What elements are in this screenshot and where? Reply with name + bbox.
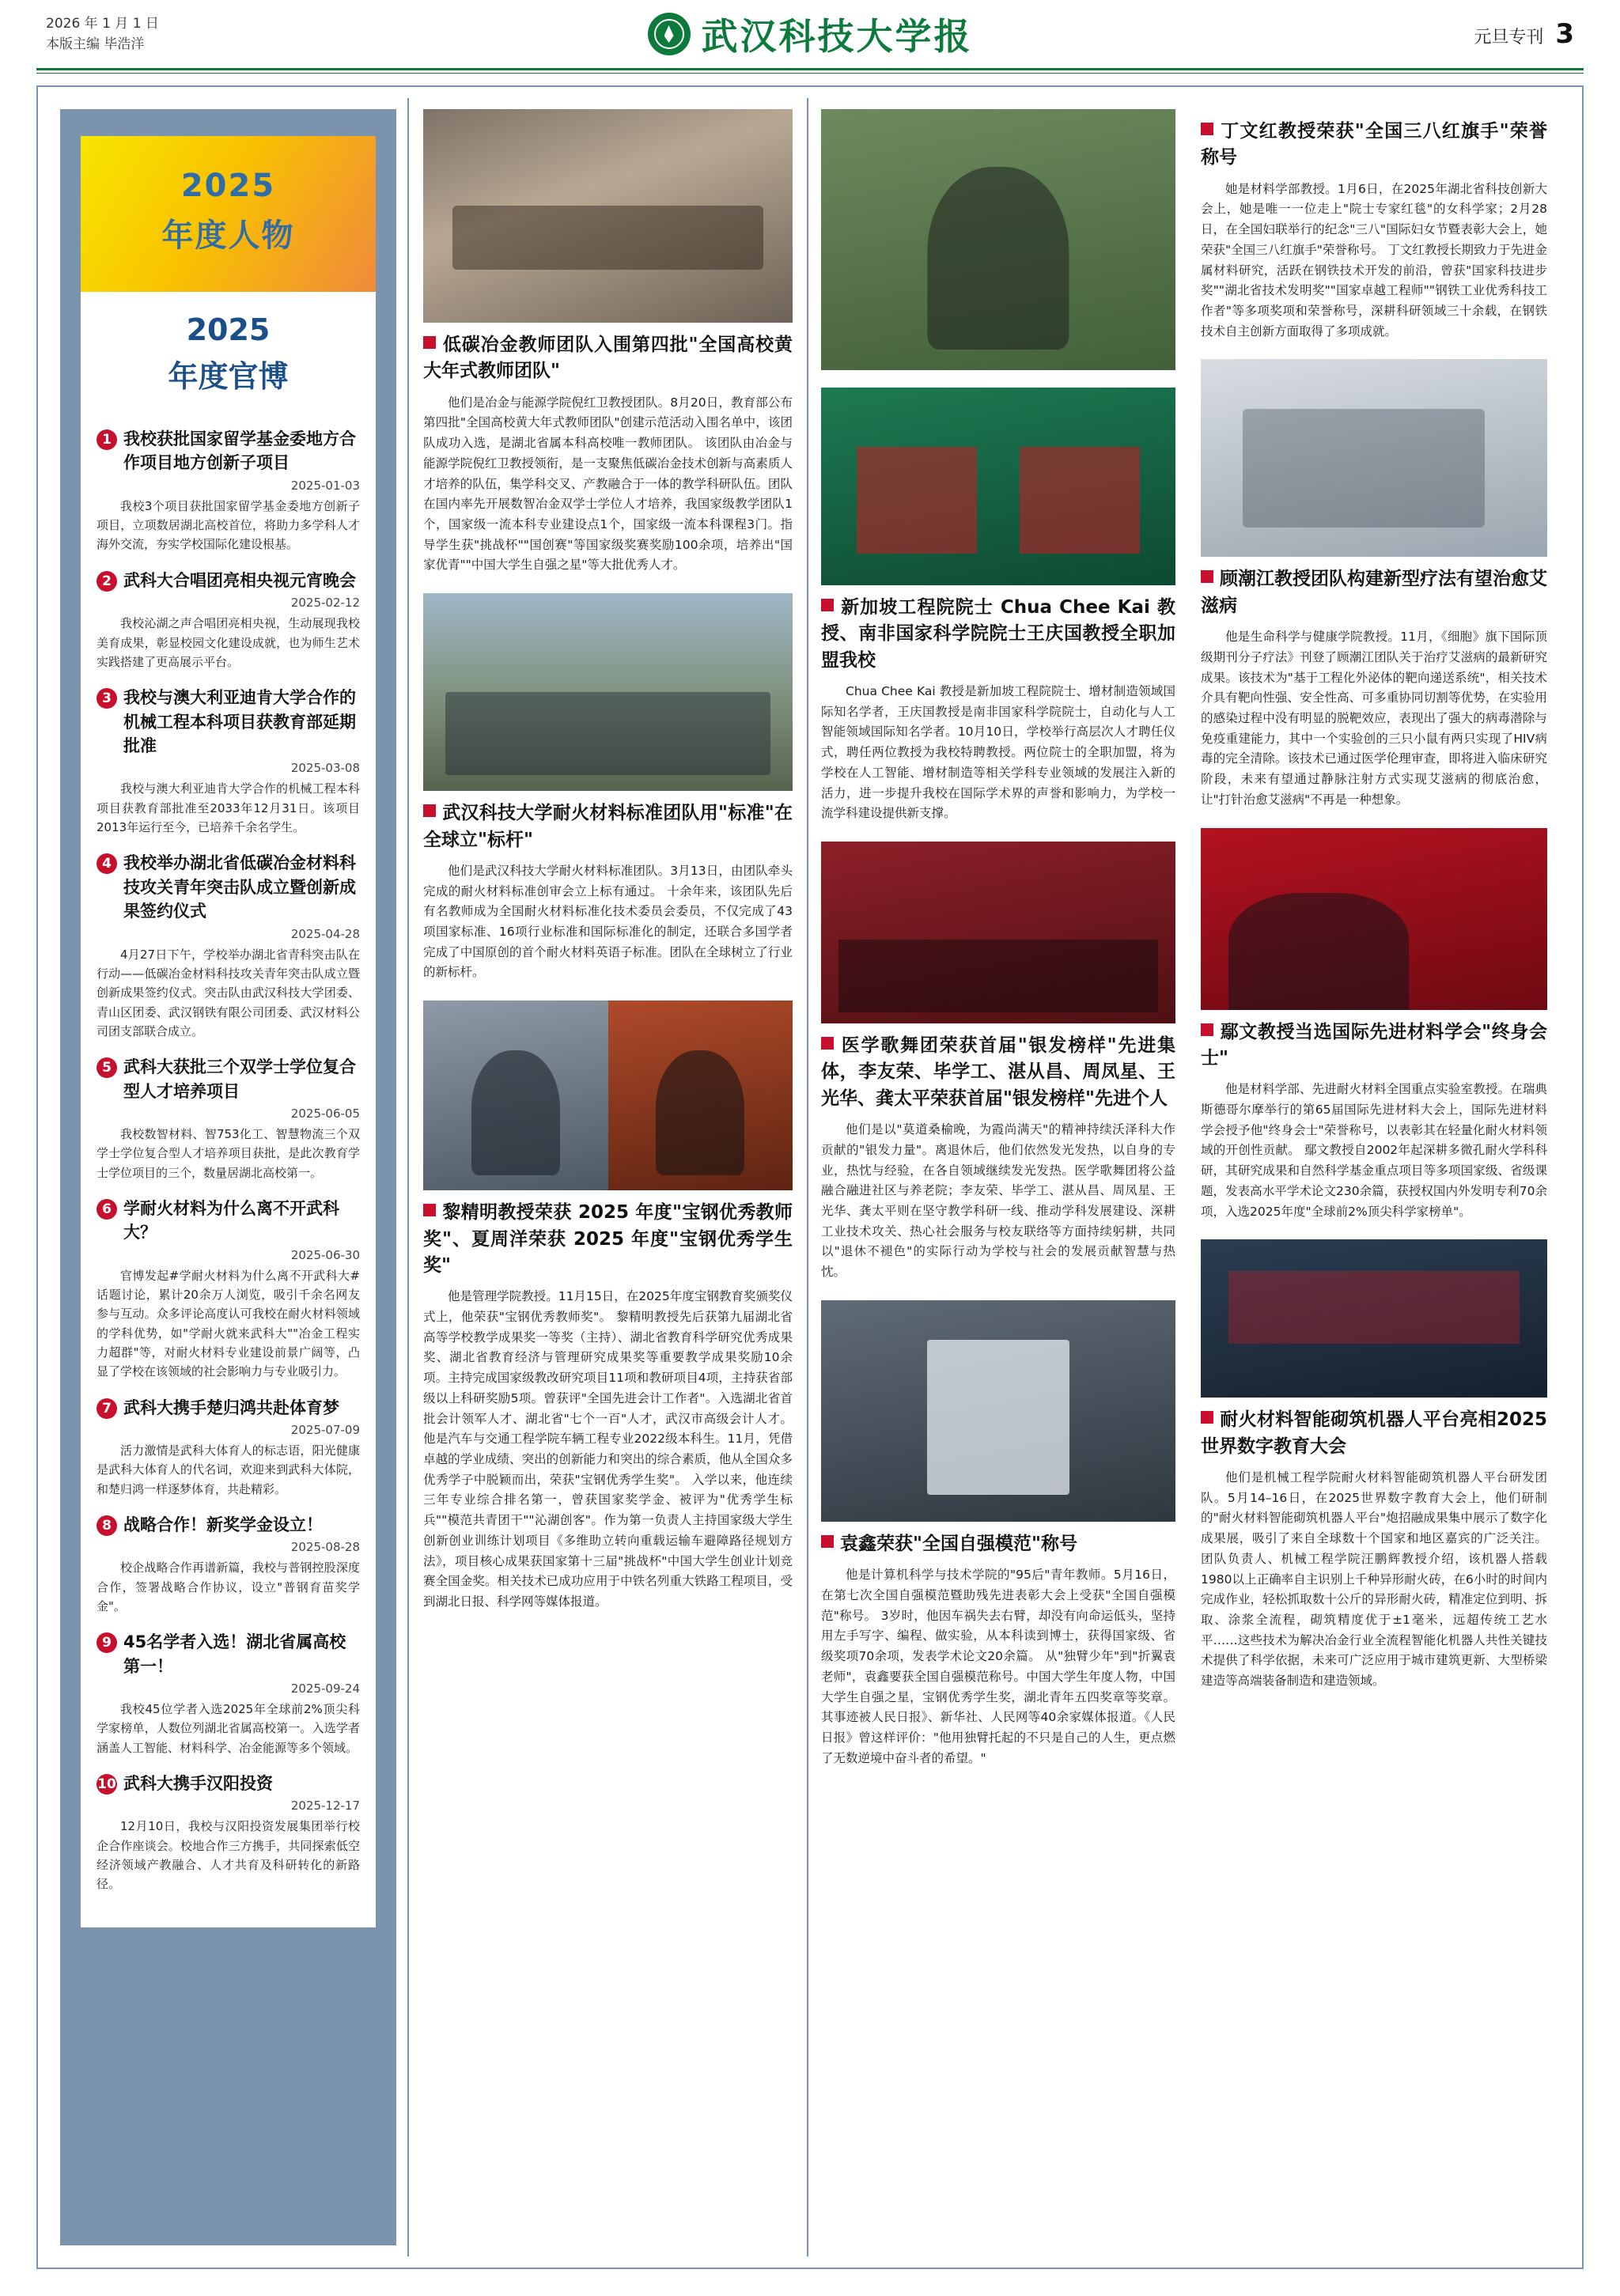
bullet-square-icon (1201, 570, 1213, 583)
item-number: 10 (97, 1774, 117, 1795)
item-number: 8 (97, 1515, 117, 1536)
item-number: 7 (97, 1398, 117, 1419)
item-number: 9 (97, 1632, 117, 1653)
masthead (0, 0, 1620, 68)
item-title: 武科大合唱团亮相央视元宵晚会 (123, 570, 356, 590)
article-robot-platform (1201, 1407, 1547, 1692)
photo-gu-chaojiang-lab (1201, 359, 1547, 557)
item-body: 我校3个项目获批国家留学基金委地方创新子项目，立项数居湖北高校首位，将助力多学科人才海外交流，夯实学校国际化建设根基。 (97, 498, 360, 552)
item-title: 武科大携手楚归鸿共赴体育梦 (123, 1398, 339, 1417)
article-low-carbon (423, 332, 793, 576)
article-body: 他们是冶金与能源学院倪红卫教授团队。8月20日，教育部公布第四批"全国高校黄大年式教师团队"创建示范活动入围名单中，该团队成功入选，是湖北省属本科高校唯一教师团队。 该团队由冶金与能源学院倪红卫教授领衔，是一支聚焦低碳冶金技术创新与高素质人才培养的队伍，集学科交叉、产教融合于一体的教学科研队伍。团队在国内率先开展数智冶金双学士学位人才培养，我国家级教学团队1个，国家级一流本科专业建设点1个，国家级一流本科课程3门。指导学生获"挑战杯""国创赛"等国家级奖赛奖励100余项，培养出"国家优青""中国大学生自强之星"等大批优秀人才。 (423, 395, 793, 573)
list-item (97, 686, 360, 837)
article-title: 袁鑫荣获"全国自强模范"称号 (821, 1531, 1175, 1557)
bullet-square-icon (1201, 123, 1213, 135)
page-number: 3 (1555, 18, 1574, 50)
article-li-jingming (423, 1200, 793, 1613)
bullet-square-icon (423, 1204, 436, 1216)
item-number: 3 (97, 688, 117, 709)
list-item (97, 1630, 360, 1757)
item-title: 我校获批国家留学基金委地方合作项目地方创新子项目 (123, 429, 356, 473)
feature-heading (81, 292, 376, 414)
feature-heading-year: 2025 (186, 312, 271, 347)
article-body: 他是计算机科学与技术学院的"95后"青年教师。5月16日，在第七次全国自强模范暨助残先进表彰大会上受获"全国自强模范"称号。 3岁时，他因车祸失去右臂，却没有向命运低头，坚持用左手写字、编程、做实验，从本科读到博士，获得国家级、省级奖项70余项，发表学术论文20余篇。 从"独臂少年"到"折翼袁老师"，袁鑫要获全国自强模范称号。中国大学生年度人物，中国大学生自强之星，宝钢优秀学生奖，湖北青年五四奖章等奖章。其事迹被人民日报》、新华社、人民网等40余家媒体报道。《人民日报》曾这样评价："他用独臂托起的不只是自己的人生，更点燃了无数逆境中奋斗者的希望。" (821, 1568, 1175, 1765)
list-item (97, 1772, 360, 1894)
item-number: 2 (97, 571, 117, 592)
paper-title: 武汉科技大学报 (701, 15, 973, 58)
article-body: 他们是以"莫道桑榆晚，为霞尚满天"的精神持续沃泽科大作贡献的"银发力量"。离退休后，他们依然发光发热，以自身的专业，热忱与经验，在各自领域继续发光发热。医学歌舞团将公益融合融进社区与养老院；李友荣、毕学工、湛从昌、周凤星、王光华、龚太平则在坚守教学科研一线、推动学科发展建设、深耕工业技术攻关、热心社会服务与校友联络等方面持续躬耕，共同以"退休不褪色"的实际行动为学校与社会的发展贡献智慧与热忱。 (821, 1122, 1175, 1280)
article-title: 耐火材料智能砌筑机器人平台亮相2025世界数字教育大会 (1201, 1409, 1547, 1457)
item-body: 校企战略合作再谱新篇，我校与普钢控股深度合作，签署战略合作协议，设立"普钢育苗奖学金"。 (97, 1560, 360, 1613)
bullet-square-icon (1201, 1023, 1213, 1036)
item-date: 2025-03-08 (290, 761, 360, 776)
feature-banner (81, 136, 376, 292)
feature-list (81, 414, 376, 1927)
article-body: 他们是机械工程学院耐火材料智能砌筑机器人平台研发团队。5月14–16日，在2025世界数字教育大会上，他们研制的"耐火材料智能砌筑机器人平台"炮招融成果集中展示了数字化成果展，吸引了来自全球数十个国家和地区嘉宾的广泛关注。 团队负责人、机械工程学院汪鹏辉教授介绍，该机器人搭载1980以上正确率自主识别上千种异形耐火砖，在6小时的时间内完成作业，轻松抓取数十公斤的异形耐火砖，精准定位到明、拆取、涂浆全流程，砌筑精度优于±1毫米，远超传统工艺水平……这些技术为解决冶金行业全流程智能化机器人共性关键技术提供了科学依据，未来可广泛应用于城市建筑更新、大型桥梁建造等高端装备制造和建造领域。 (1201, 1470, 1547, 1689)
item-body: 我校数智材料、智753化工、智慧物流三个双学士学位复合型人才培养项目获批，是此次教育学士学位项目的三个，数量居湖北高校第一。 (97, 1126, 360, 1180)
list-item (97, 427, 360, 554)
column-container (49, 98, 1571, 2256)
article-body: 她是材料学部教授。1月6日，在2025年湖北省科技创新大会上，她是唯一一位走上"院士专家红毯"的女科学家；2月28日，在全国妇联举行的纪念"三八"国际妇女节暨表彰大会上，她荣获"全国三八红旗手"荣誉称号。 丁文红教授长期致力于先进金属材料研究，活跃在钢铁技术开发的前沿，曾获"国家科技进步奖""湖北省技术发明奖""国家卓越工程师""钢铁工业优秀科技工作者"等多项奖项和荣誉称号，深耕科研领域三十余载，在钢铁技术自主创新方面取得了多项成就。 (1201, 181, 1547, 339)
portrait-right (608, 1000, 793, 1190)
photo-silver-award-ceremony (821, 842, 1175, 1023)
item-body: 活力激情是武科大体育人的标志语，阳光健康是武科大体育人的代名词，欢迎来到武科大体院，和楚归鸿一样逐梦体育，共赴精彩。 (97, 1443, 360, 1496)
item-title: 我校举办湖北省低碳冶金材料科技攻关青年突击队成立暨创新成果签约仪式 (123, 853, 356, 921)
list-item (97, 569, 360, 671)
article-yuan-xin (821, 1531, 1175, 1769)
article-silver-award (821, 1033, 1175, 1283)
item-date: 2025-08-28 (290, 1540, 360, 1555)
feature-heading-title: 年度官博 (168, 359, 289, 394)
bullet-square-icon (1201, 1411, 1213, 1424)
article-title: 低碳冶金教师团队入围第四批"全国高校黄大年式教师团队" (423, 335, 793, 382)
item-date: 2025-09-24 (290, 1681, 360, 1696)
article-title: 顾潮江教授团队构建新型疗法有望治愈艾滋病 (1201, 569, 1547, 616)
item-title: 学耐火材料为什么离不开武科大？ (123, 1198, 339, 1243)
article-e-wen (1201, 1019, 1547, 1223)
masthead-right (1337, 18, 1574, 50)
item-date: 2025-12-17 (290, 1799, 360, 1814)
article-body: 他是生命科学与健康学院教授。11月，《细胞》旗下国际顶级期刊分子疗法》刊登了顾潮江团队关于治疗艾滋病的最新研究成果。该技术为"基于工程化外泌体的靶向递送系统"，相关技术介具有靶向性强、安全性高、可多重协同切割等优势，在实验用的感染过程中没有明显的脱靶效应，表现出了强大的病毒潜除与免疫重建能力，其中一个实验创的三只小鼠有两只实现了HIV病毒的完全清除。该技术已通过医学伦理审查，即将进入临床研究阶段，未来有望通过静脉注射方式实现艾滋病的彻底治愈，让"打针治愈艾滋病"不再是一种想象。 (1201, 630, 1547, 807)
feature-banner-title: 年度人物 (161, 217, 295, 254)
university-logo-icon (648, 13, 691, 55)
column-three (808, 98, 1188, 2256)
bullet-square-icon (821, 1037, 834, 1050)
bullet-square-icon (821, 1535, 834, 1548)
item-date: 2025-02-12 (290, 596, 360, 611)
portrait-left (423, 1000, 608, 1190)
photo-low-carbon-team (423, 109, 793, 323)
item-title: 战略合作！新奖学金设立！ (123, 1515, 323, 1534)
item-body: 12月10日，我校与汉阳投资发展集团举行校企合作座谈会。校地合作三方携手，共同探索低空经济领域产教融合、人才共育及科研转化的新路径。 (97, 1819, 360, 1892)
bullet-square-icon (423, 336, 436, 349)
masthead-divider-thin (36, 73, 1584, 74)
article-body: 他们是武汉科技大学耐火材料标准团队。3月13日，由团队牵头完成的耐火材料标准创审会立上标有通过。 十余年来，该团队先后有名教师成为全国耐火材料标准化技术委员会委员，不仅完成了43项国家标准、16项行业标准和国际标准化的制定，还联合多国学者完成了中国原创的首个耐火材料英语子标准。团队在全球树立了行业的新标杆。 (423, 863, 793, 980)
list-item (97, 1396, 360, 1499)
masthead-left (46, 13, 283, 55)
column-four (1188, 98, 1560, 2256)
article-body: 他是管理学院教授。11月15日，在2025年度宝钢教育奖颁奖仪式上，他荣获"宝钢优秀教师奖"。 黎精明教授先后获第九届湖北省高等学校教学成果奖一等奖（主持）、湖北省教育科学研究优秀成果奖、湖北省教育经济与管理研究成果奖等重要教学成果奖励10余项。主持完成国家级教改研究项目11项和教研项目4项，主持获省部级以上科研奖励5项。曾获评"全国先进会计工作者"。入选湖北省首批会计领军人才、湖北省"七个一百"人才，武汉市高级会计人才。 他是汽车与交通工程学院车辆工程专业2022级本科生。11月，凭借卓越的学业成绩、突出的创新能力和突出的综合素质，他从全国众多优秀学子中脱颖而出，荣获"宝钢优秀学生奖"。 入学以来，他连续三年专业综合排名第一，曾获国家奖学金、被评为"优秀学生标兵""模范共青团干""沁湖创客"。作为第一负责人主持国家级大学生创新创业训练计划项目《多维助立转向重载运输车避障路径规划方法》，项目核心成果获国家第十三届"挑战杯"中国大学生创业计划竞赛全国金奖。相关技术已成功应用于中铁名列重大铁路工程项目，受到湖北日报、科学网等媒体报道。 (423, 1289, 793, 1609)
masthead-center (283, 8, 1337, 60)
article-title: 鄢文教授当选国际先进材料学会"终身会士" (1201, 1021, 1547, 1069)
photo-robot-platform (1201, 1239, 1547, 1398)
photo-e-wen-lecture (1201, 828, 1547, 1010)
photo-singapore-fellows (821, 388, 1175, 585)
feature-panel (60, 109, 396, 2245)
item-body: 4月27日下午，学校举办湖北省青科突击队在行动——低碳冶金材料科技攻关青年突击队成立暨创新成果签约仪式。突击队由武汉科技大学团委、青山区团委、武汉钢铁有限公司团委、武汉材料公司团支部联合成立。 (97, 947, 360, 1038)
article-title: 武汉科技大学耐火材料标准团队用"标准"在全球立"标杆" (423, 803, 793, 850)
item-body: 我校沁湖之声合唱团亮相央视，生动展现我校美育成果，彰显校园文化建设成就，也为师生艺术实践搭建了更高展示平台。 (97, 616, 360, 669)
photo-yuan-xin (821, 1300, 1175, 1522)
bullet-square-icon (821, 599, 834, 611)
item-number: 5 (97, 1057, 117, 1078)
item-title: 45名学者入选！湖北省属高校第一！ (123, 1632, 346, 1676)
item-body: 官博发起#学耐火材料为什么离不开武科大#话题讨论，累计20余万人浏览，吸引千余名网友参与互动。众多评论高度认可我校在耐火材料领域的学科优势，如"学耐火就来武科大""冶金工程实力超群"等，对耐火材料专业建设前景广阔等，凸显了学校在该领域的社会影响力与专业吸引力。 (97, 1268, 360, 1379)
masthead-divider (36, 68, 1584, 70)
item-body: 我校与澳大利亚迪肯大学合作的机械工程本科项目获教育部批准至2033年12月31日。该项目2013年运行至今，已培养千余名学生。 (97, 781, 360, 834)
article-title: 医学歌舞团荣获首届"银发榜样"先进集体，李友荣、毕学工、湛从昌、周凤星、王光华、龚太平荣获首届"银发榜样"先进个人 (821, 1035, 1175, 1109)
column-feature (49, 98, 409, 2256)
item-title: 武科大获批三个双学士学位复合型人才培养项目 (123, 1057, 356, 1101)
item-number: 4 (97, 853, 117, 874)
article-body: Chua Chee Kai 教授是新加坡工程院院士、增材制造领域国际知名学者，王庆国教授是南非国家科学院院士，自动化与人工智能领域国际知名学者。10月10日，学校举行高层次人才聘任仪式，聘任两位教授为我校特聘教授。两位院士的全职加盟，将为学校在人工智能、增材制造等相关学科专业领域的发展注入新的活力，进一步提升我校在国际学术界的声誉和影响力，为学校一流学科建设提供新支撑。 (821, 684, 1175, 821)
article-title: 丁文红教授荣获"全国三八红旗手"荣誉称号 (1201, 121, 1547, 168)
edition-label: 元旦专刊 (1474, 28, 1544, 47)
photo-refractory-standard-team (423, 593, 793, 791)
article-body: 他是材料学部、先进耐火材料全国重点实验室教授。在瑞典斯德哥尔摩举行的第65届国际先进材料大会上，国际先进材料学会授予他"终身会士"荣誉称号，以表彰其在轻量化耐火材料领域的开创性贡献。 鄢文教授自2002年起深耕多微孔耐火学科科研，其研究成果和自然科学基金重点项目等多项国家级、省级课题，发表高水平学术论文230余篇，获授权国内外发明专利70余项，入选2025年度"全球前2%顶尖科学家榜单"。 (1201, 1082, 1547, 1219)
article-title: 新加坡工程院院士 Chua Chee Kai 教授、南非国家科学院院士王庆国教授全职加盟我校 (821, 597, 1175, 671)
column-two (409, 98, 808, 2256)
list-item (97, 1197, 360, 1382)
article-gu-chaojiang (1201, 566, 1547, 810)
list-item (97, 1513, 360, 1616)
item-date: 2025-06-05 (290, 1106, 360, 1121)
article-refractory-standard (423, 800, 793, 983)
photo-ding-wenhong (821, 109, 1175, 370)
item-date: 2025-04-28 (290, 926, 360, 941)
item-date: 2025-01-03 (290, 478, 360, 493)
item-title: 我校与澳大利亚迪肯大学合作的机械工程本科项目获教育部延期批准 (123, 688, 356, 755)
section-editor: 本版主编 毕浩洋 (46, 36, 145, 52)
item-title: 武科大携手汉阳投资 (123, 1773, 273, 1793)
bullet-square-icon (423, 804, 436, 817)
item-body: 我校45位学者入选2025年全球前2%顶尖科学家榜单，人数位列湖北省属高校第一。入选学者涵盖人工智能、材料科学、冶金能源等多个领域。 (97, 1702, 360, 1755)
list-item (97, 1055, 360, 1182)
page-frame (36, 85, 1584, 2269)
issue-date: 2026 年 1 月 1 日 (46, 15, 159, 32)
article-ding-wenhong (1201, 119, 1547, 342)
item-date: 2025-06-30 (290, 1247, 360, 1262)
article-singapore-fellow (821, 595, 1175, 824)
item-number: 6 (97, 1199, 117, 1220)
article-title: 黎精明教授荣获 2025 年度"宝钢优秀教师奖"、夏周洋荣获 2025 年度"宝钢优秀学生奖" (423, 1202, 793, 1276)
item-number: 1 (97, 429, 117, 450)
photo-li-jingming-and-xia-zhouyang (423, 1000, 793, 1190)
feature-banner-year: 2025 (180, 168, 276, 204)
list-item (97, 851, 360, 1041)
item-date: 2025-07-09 (290, 1422, 360, 1437)
